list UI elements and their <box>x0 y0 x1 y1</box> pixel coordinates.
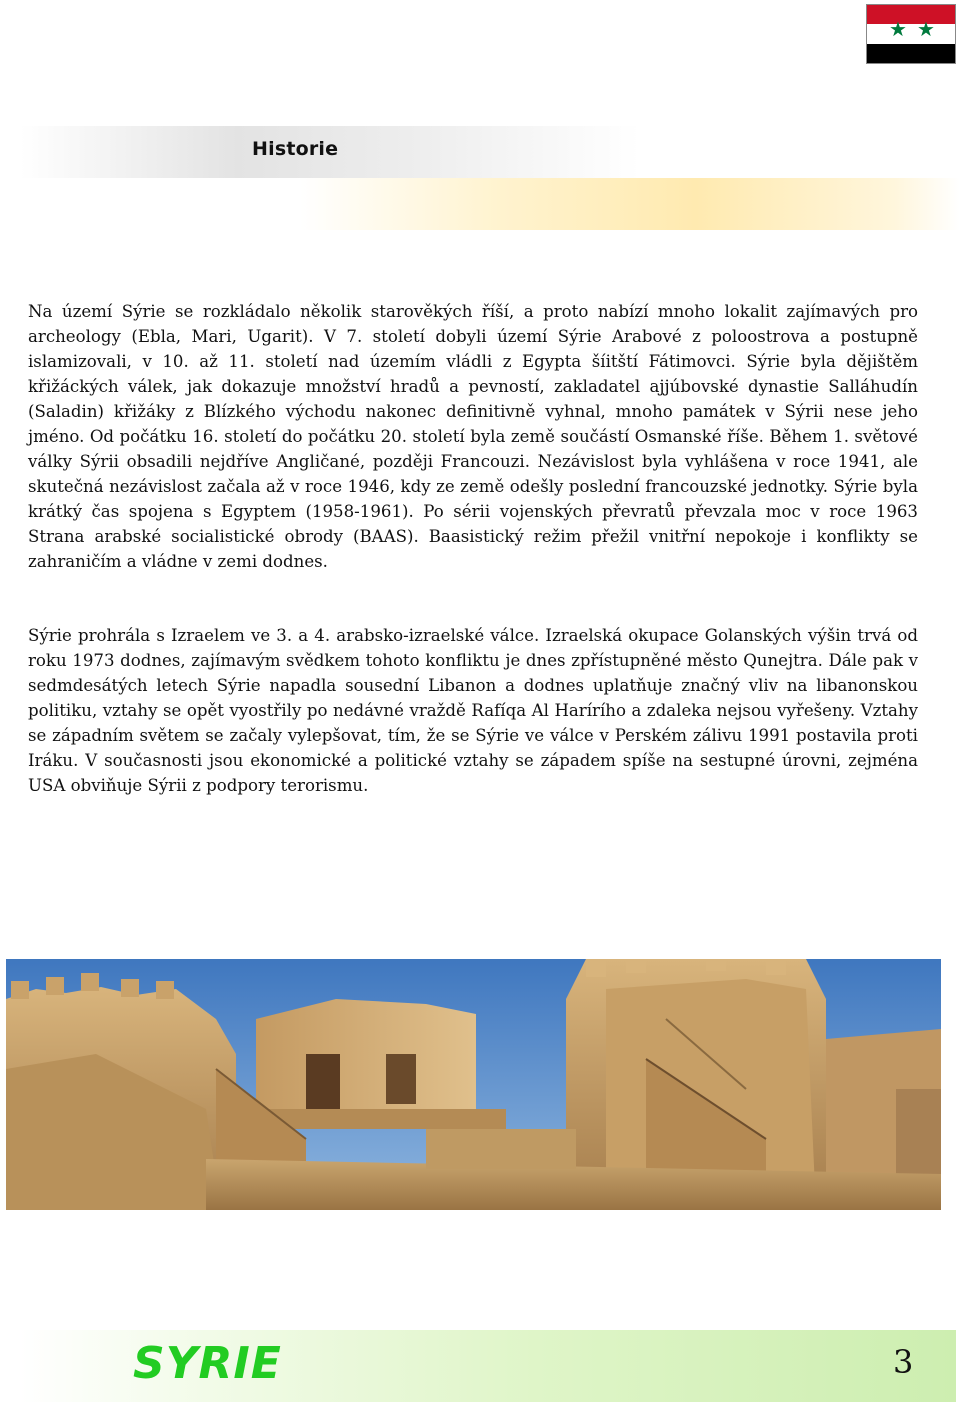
flag-red-band <box>867 5 955 24</box>
history-paragraph-1: Na území Sýrie se rozkládalo několik starověkých říší, a proto nabízí mnoho lokalit zajímavých pro archeology (Ebla, Mari, Ugarit). V 7. století dobyli území Sýrie Arabové z poloostrova a postupně islamizovali, v 10. až 11. století nad územím vládli z Egypta šíitští Fátimovci. Sýrie byla dějištěm křižáckých válek, jak dokazuje množství hradů a pevností, zakladatel ajjúbovské dynastie Salláhudín (Saladin) křižáky z Blízkého východu nakonec definitivně vyhnal, mnoho památek v Sýrii nese jeho jméno. Od počátku 16. století do počátku 20. století byla země součástí Osmanské říše. Během 1. světové války Sýrii obsadili nejdříve Angličané, později Francouzi. Nezávislost byla vyhlášena v roce 1941, ale skutečná nezávislost začala až v roce 1946, kdy ze země odešly poslední francouzské jednotky. Sýrie byla krátký čas spojena s Egyptem (1958-1961). Po sérii vojenských převratů převzala moc v roce 1963 Strana arabské socialistické obrody (BAAS). Baasistický režim přežil vnitřní nepokoje i konflikty se zahraničím a vládne v zemi dodnes. <box>28 302 918 571</box>
citadel-ruins-photo <box>6 959 941 1210</box>
footer-title: SYRIE <box>133 1338 282 1389</box>
flag-star-icon: ★ <box>889 17 907 42</box>
section-banner-yellow <box>300 178 960 230</box>
flag-star-icon: ★ <box>917 17 935 42</box>
history-paragraph-2: Sýrie prohrála s Izraelem ve 3. a 4. arabsko-izraelské válce. Izraelská okupace Golanských výšin trvá od roku 1973 dodnes, zajímavým svědkem tohoto konfliktu je dnes zpřístupněné město Qunejtra. Dále pak v sedmdesátých letech Sýrie napadla sousední Libanon a dodnes uplatňuje značný vliv na libanonskou politiku, vztahy se opět vyostřily po nedávné vraždě Rafíqa Al Harírího a zdaleka nejsou vyřešeny. Vztahy se západním světem se začaly vylepšovat, tím, že se Sýrie ve válce v Perském zálivu 1991 postavila proti Iráku. V současnosti jsou ekonomické a politické vztahy se západem spíše na sestupné úrovni, zejména USA obviňuje Sýrii z podpory terorismu. <box>28 626 918 795</box>
section-title: Historie <box>252 138 339 160</box>
syrian-flag-icon <box>866 4 956 64</box>
flag-black-band <box>867 44 955 63</box>
page-number: 3 <box>893 1343 914 1381</box>
flag-white-band <box>867 17 955 43</box>
